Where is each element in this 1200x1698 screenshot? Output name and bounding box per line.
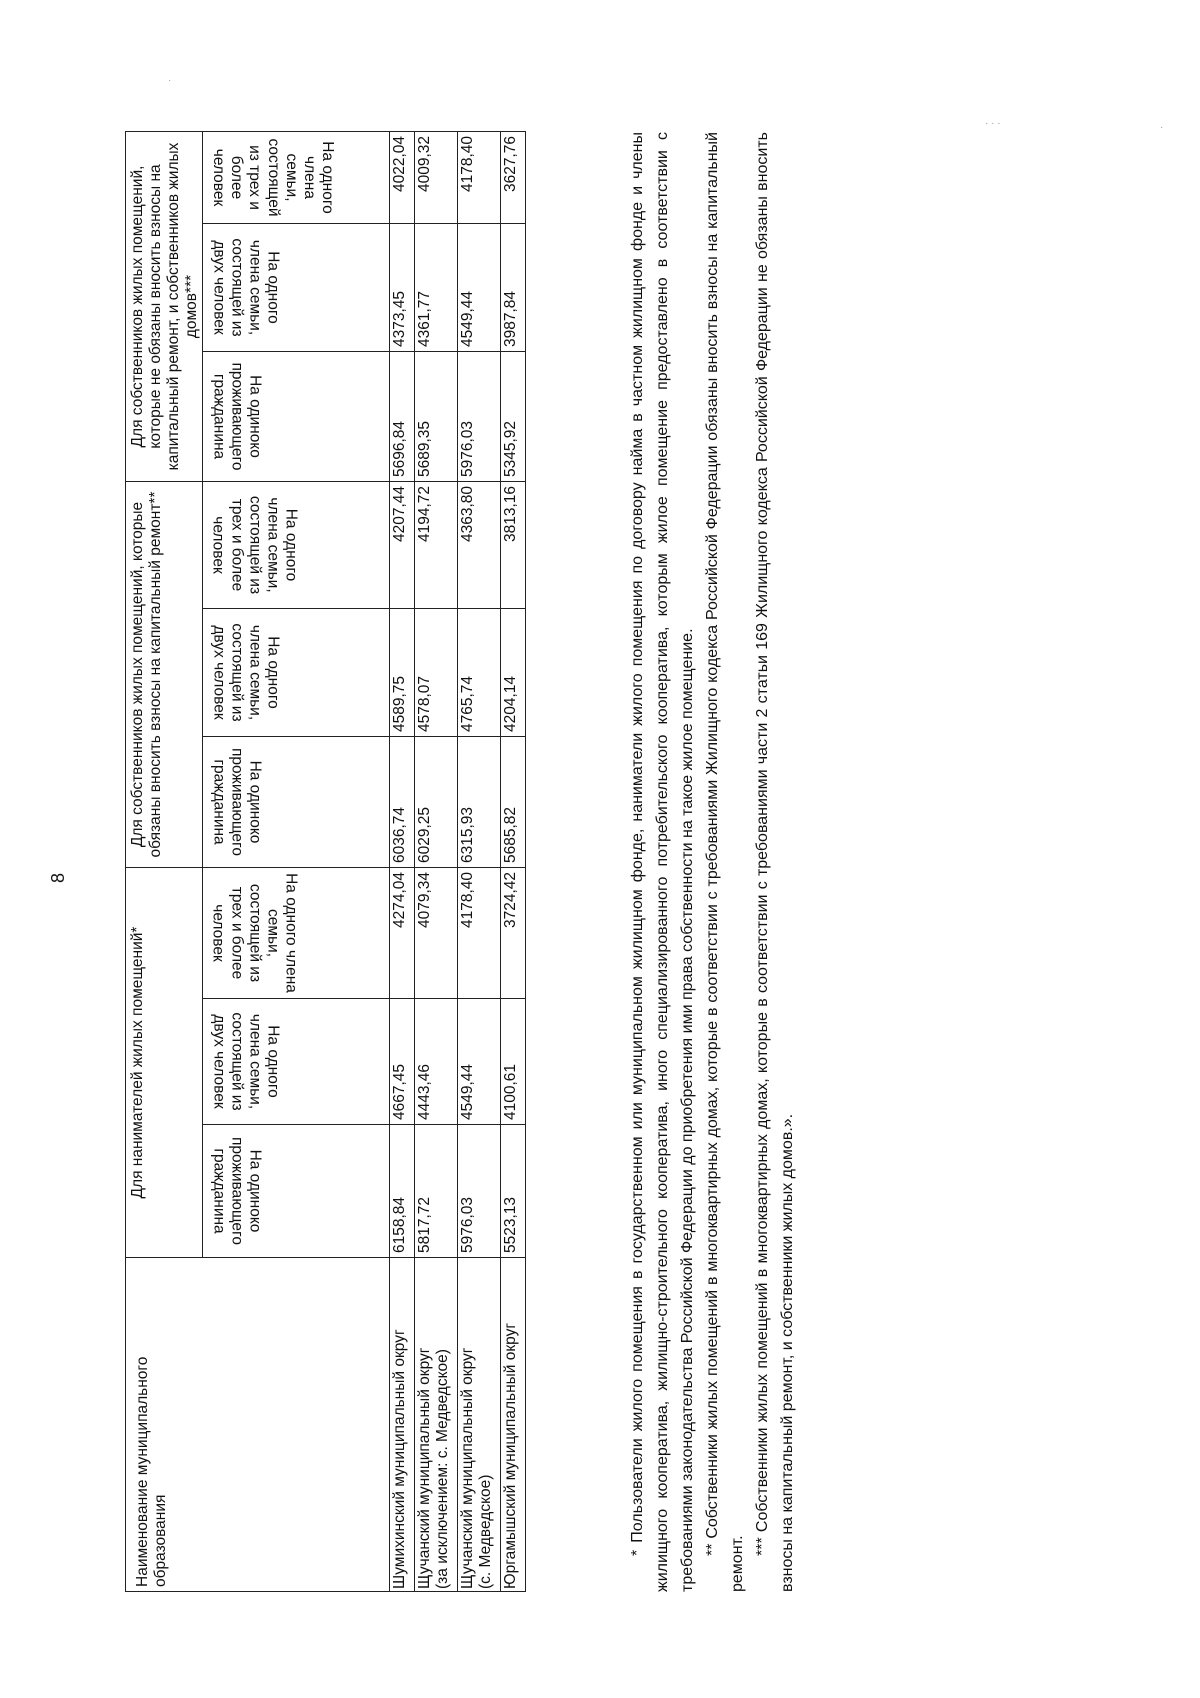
municipality-name: Щучанский муниципальный округ (за исключением: с. Медведское) bbox=[414, 1258, 457, 1592]
value-cell: 5523,13 bbox=[500, 1125, 525, 1258]
group-header-tenants: Для нанимателей жилых помещений* bbox=[126, 868, 203, 1258]
value-cell: 6315,93 bbox=[457, 737, 500, 868]
value-cell: 4022,04 bbox=[389, 132, 414, 224]
subheader-family-three-plus: На одного члена семьи, состоящей из трех и более человек bbox=[202, 482, 389, 609]
value-cell: 3724,42 bbox=[500, 868, 525, 999]
footnote-owners-not-paying: *** Собственники жилых помещений в многоквартирных домах, которые в соответствии с требованиями части 2 статьи 169 Жилищного кодекса Российской Федерации не обязаны вносить взносы на капитальный ремонт, и собственники жилых домов.». bbox=[754, 132, 796, 1592]
scan-noise: · · · bbox=[985, 118, 1001, 129]
value-cell: 5685,82 bbox=[500, 737, 525, 868]
subsistence-table bbox=[125, 131, 526, 1592]
value-cell: 5696,84 bbox=[389, 352, 414, 482]
value-cell: 4765,74 bbox=[457, 609, 500, 737]
subheader-family-two: На одного члена семьи, состоящей из двух человек bbox=[202, 609, 389, 737]
value-cell: 5976,03 bbox=[457, 352, 500, 482]
subheader-single: На одиноко проживающего гражданина bbox=[202, 352, 389, 482]
value-cell: 3813,16 bbox=[500, 482, 525, 609]
municipality-name: Юргамышский муниципальный округ bbox=[500, 1258, 525, 1592]
value-cell: 4373,45 bbox=[389, 224, 414, 352]
table-row bbox=[389, 132, 414, 1592]
group-header-owners-not-paying: Для собственников жилых помещений, которые не обязаны вносить взносы на капитальный ремонт, и собственников жилых домов*** bbox=[126, 132, 203, 482]
value-cell: 5345,92 bbox=[500, 352, 525, 482]
value-cell: 4204,14 bbox=[500, 609, 525, 737]
municipality-name: Шумихинский муниципальный округ bbox=[389, 1258, 414, 1592]
value-cell: 4207,44 bbox=[389, 482, 414, 609]
value-cell: 6158,84 bbox=[389, 1125, 414, 1258]
page-number: 8 bbox=[48, 872, 69, 884]
footnotes bbox=[625, 132, 800, 1592]
value-cell: 4361,77 bbox=[414, 224, 457, 352]
footnote-tenants: * Пользователи жилого помещения в государственном или муниципальном жилищном фонде, наниматели жилого помещения по договору найма в частном жилищном фонде и члены жилищного кооператива, жилищно-строительного кооператива, иного специализированного потребительского кооператива, которым жилое помещение предоставлено в соответствии с требованиями законодательства Российской Федерации до приобретения ими права собственности на такое жилое помещение. bbox=[629, 132, 696, 1592]
value-cell: 4009,32 bbox=[414, 132, 457, 224]
subheader-single: На одиноко проживающего гражданина bbox=[202, 1125, 389, 1258]
scan-noise: · bbox=[1160, 122, 1164, 133]
scan-noise: · bbox=[168, 75, 172, 86]
subheader-family-two: На одного члена семьи, состоящей из двух человек bbox=[202, 224, 389, 352]
value-cell: 4549,44 bbox=[457, 999, 500, 1125]
value-cell: 5689,35 bbox=[414, 352, 457, 482]
subheader-family-three-plus: На одного члена семьи, состоящей из трех и более человек bbox=[202, 868, 389, 999]
value-cell: 4578,07 bbox=[414, 609, 457, 737]
subheader-family-three-plus: На одного члена семьи, состоящей из трех и более человек bbox=[202, 132, 389, 224]
rotated-content bbox=[55, 80, 1185, 1640]
value-cell: 3627,76 bbox=[500, 132, 525, 224]
value-cell: 4363,80 bbox=[457, 482, 500, 609]
value-cell: 3987,84 bbox=[500, 224, 525, 352]
value-cell: 4589,75 bbox=[389, 609, 414, 737]
municipality-name: Щучанский муниципальный округ (с. Медведское) bbox=[457, 1258, 500, 1592]
footnote-owners-paying: ** Собственники жилых помещений в многоквартирных домах, которые в соответствии с требованиями Жилищного кодекса Российской Федерации обязаны вносить взносы на капитальный ремонт. bbox=[704, 132, 746, 1592]
value-cell: 4178,40 bbox=[457, 132, 500, 224]
value-cell: 6036,74 bbox=[389, 737, 414, 868]
column-header-municipality: Наименование муниципального образования bbox=[126, 1258, 390, 1592]
value-cell: 4549,44 bbox=[457, 224, 500, 352]
value-cell: 4443,46 bbox=[414, 999, 457, 1125]
value-cell: 4178,40 bbox=[457, 868, 500, 999]
value-cell: 4079,34 bbox=[414, 868, 457, 999]
subheader-single: На одиноко проживающего гражданина bbox=[202, 737, 389, 868]
value-cell: 5817,72 bbox=[414, 1125, 457, 1258]
subheader-family-two: На одного члена семьи, состоящей из двух человек bbox=[202, 999, 389, 1125]
value-cell: 4194,72 bbox=[414, 482, 457, 609]
value-cell: 4274,04 bbox=[389, 868, 414, 999]
value-cell: 6029,25 bbox=[414, 737, 457, 868]
value-cell: 4667,45 bbox=[389, 999, 414, 1125]
value-cell: 4100,61 bbox=[500, 999, 525, 1125]
table-row bbox=[500, 132, 525, 1592]
table-row bbox=[414, 132, 457, 1592]
table-row bbox=[457, 132, 500, 1592]
value-cell: 5976,03 bbox=[457, 1125, 500, 1258]
group-header-owners-paying: Для собственников жилых помещений, которые обязаны вносить взносы на капитальный ремонт** bbox=[126, 482, 203, 868]
